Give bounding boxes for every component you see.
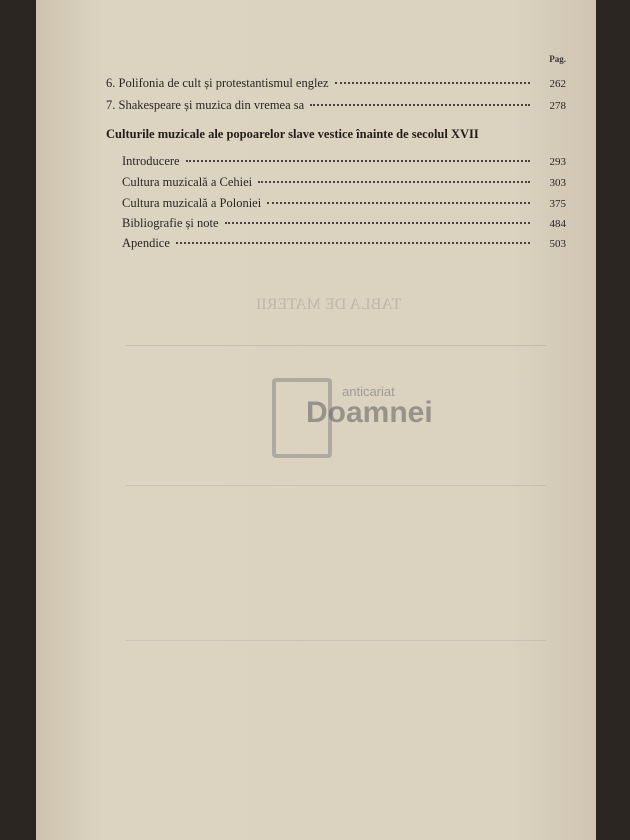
toc-entry-page: 503 [549,238,566,250]
bleed-through-title: TABLA DE MATERII [256,296,402,313]
toc-entry [122,154,566,170]
leader-dots [310,104,530,106]
watermark-top-text: anticariat [342,384,395,399]
toc-entry-label: Apendice [122,236,170,250]
page-column-header: Pag. [549,54,566,64]
bleed-through-line [126,485,546,486]
toc-entry-page: 303 [549,177,566,189]
toc-entry-label: Cultura muzicală a Cehiei [122,175,253,189]
leader-dots [176,242,530,244]
toc-entry-page: 375 [549,198,566,210]
bleed-through-line [126,345,546,346]
leader-dots [267,202,530,204]
toc-entry-label: Introducere [122,154,180,168]
toc-entry-label: Bibliografie și note [122,216,219,230]
book-page [36,0,596,840]
toc-entry [122,216,566,232]
toc-entry-page: 484 [549,218,566,230]
watermark-logo [272,378,472,458]
bleed-through-line [126,640,546,641]
toc-entry [106,98,566,114]
watermark-main-text: Doamnei [306,396,433,429]
toc-entry-page: 278 [549,100,566,112]
toc-entry [122,196,566,212]
leader-dots [225,222,530,224]
leader-dots [186,160,530,162]
toc-entry-label: Cultura muzicală a Poloniei [122,196,262,210]
toc-entry [106,76,566,92]
leader-dots [258,181,530,183]
toc-entry-page: 293 [549,156,566,168]
toc-entry-label: 7. Shakespeare și muzica din vremea sa [106,98,305,112]
section-heading: Culturile muzicale ale popoarelor slave vestice înainte de secolul XVII [106,127,479,141]
toc-entry-label: 6. Polifonia de cult și protestantismul englez [106,76,329,90]
toc-entry-page: 262 [549,78,566,90]
leader-dots [335,82,530,84]
toc-entry [122,175,566,191]
toc-entry [122,236,566,252]
